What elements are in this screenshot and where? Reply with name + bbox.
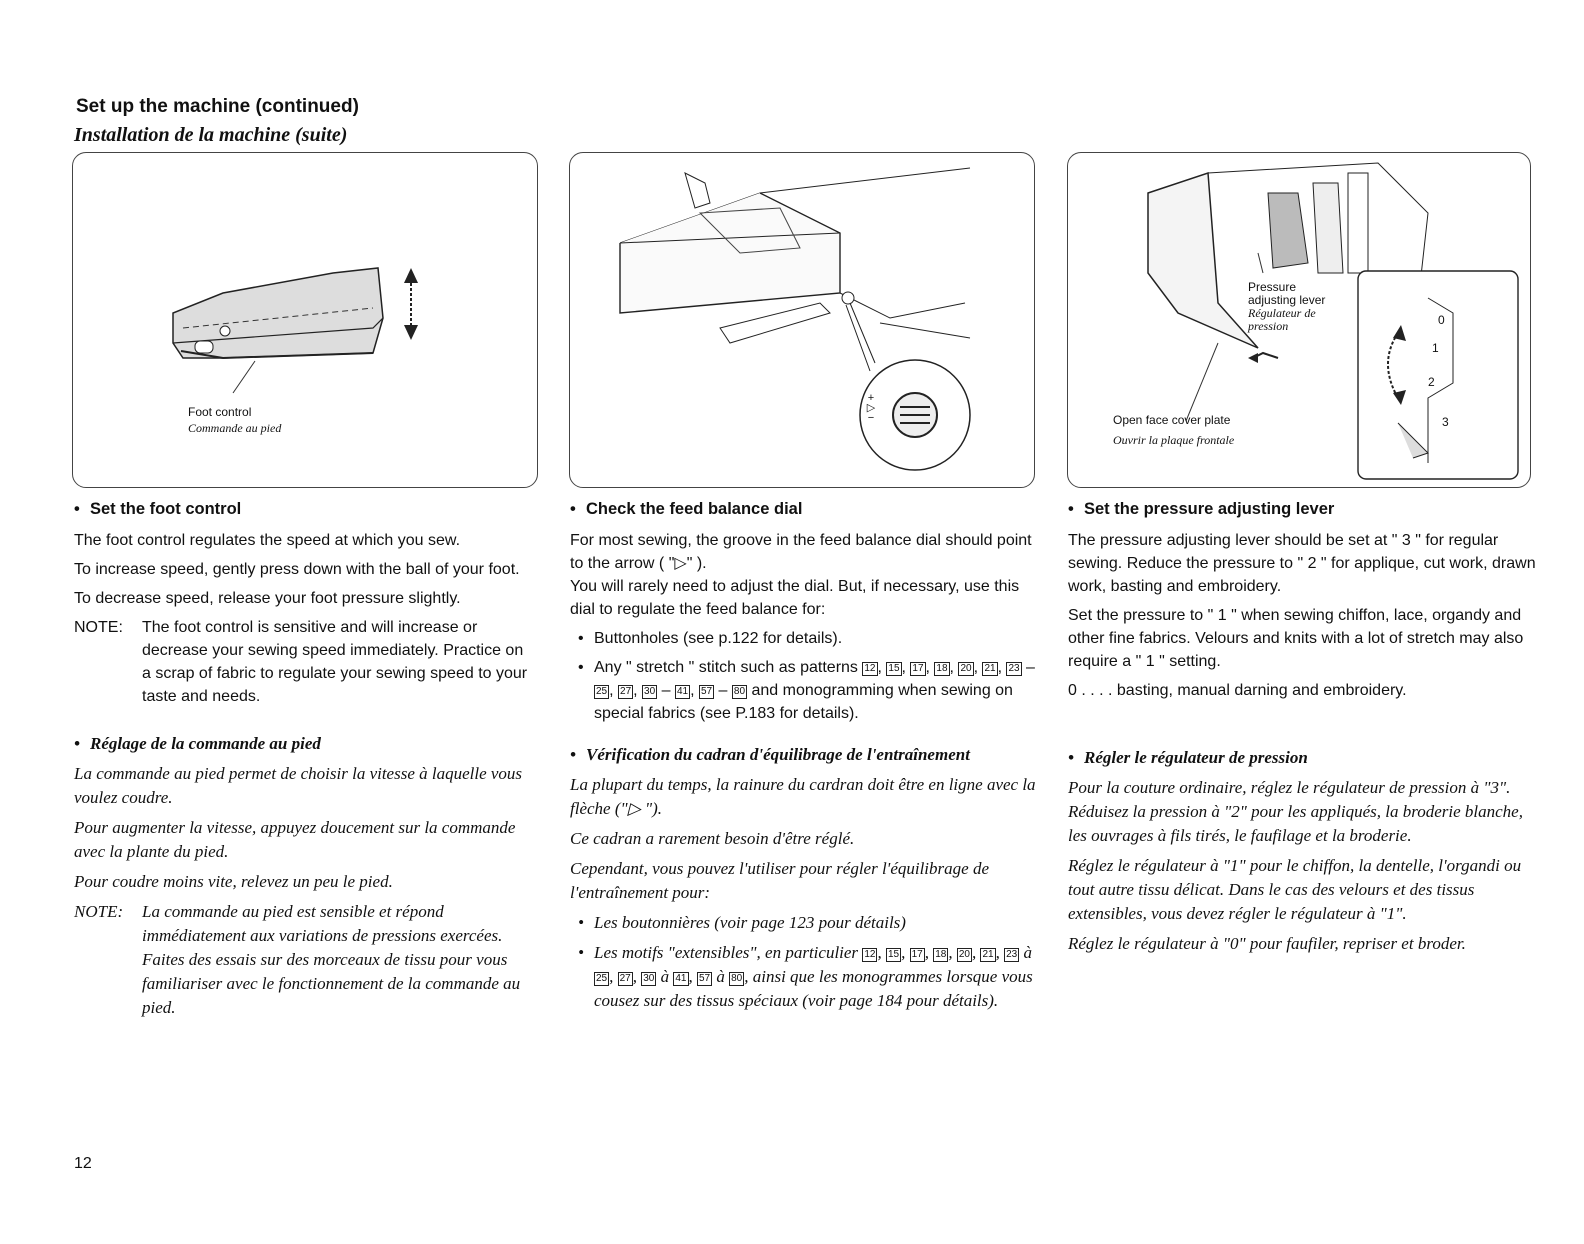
pattern-box: 12 [864,949,876,960]
scale-2: 2 [1428,375,1435,389]
paragraph: The foot control regulates the speed at which you sew. [74,532,461,549]
foot-control-label: Foot control [188,405,252,419]
pattern-box: 17 [912,663,924,674]
note [74,616,534,708]
note-label: NOTE: [74,902,124,921]
scale-3: 3 [1442,415,1449,429]
lever-label-fr-line2: pression [1248,319,1289,333]
dial-mark-arrow: ▷ [866,402,876,414]
lever-label-fr-line1: Régulateur de [1248,306,1316,320]
plate-label: Open face cover plate [1113,413,1231,427]
pattern-box: 57 [700,686,713,697]
foot-control-label-fr: Commande au pied [188,421,282,435]
note-label: NOTE: [74,619,123,636]
list-item-text: and monogramming when sewing on special fabrics (see P.183 for details). [594,682,1013,722]
page-title-fr: Installation de la machine (suite) [74,124,348,146]
pattern-box: 27 [620,686,632,697]
feed-dial-illustration [570,153,1036,489]
paragraph: La plupart du temps, la rainure du cardran doit être en ligne avec la flèche ("▷ "). [570,775,1036,818]
figure-foot-control [72,152,538,488]
feed-dial-heading-fr: Vérification du cadran d'équilibrage de l'entraînement [586,745,970,764]
pattern-box: 23 [1008,663,1020,674]
pattern-box: 20 [960,663,972,674]
pattern-box: 23 [1006,949,1018,960]
pattern-box: 18 [936,663,948,674]
pattern-box: 20 [958,949,970,960]
pattern-box: 25 [596,686,608,697]
paragraph: Cependant, vous pouvez l'utiliser pour régler l'équilibrage de l'entraînement pour: [570,859,989,902]
list-item-text: Les motifs "extensibles", en particulier [594,943,859,962]
paragraph: Ce cadran a rarement besoin d'être réglé. [570,829,855,848]
pattern-box: 15 [888,663,900,674]
list-item: • Any " stretch " stitch such as patterns 12 , 15 , 17 , 18 , 20 , 21 , 23 – 25 , 27 , 30 – 41 , 57 – 80 and monogramming when sewing on special fabrics (see P.183 for details). [570,656,1036,725]
pattern-box: 80 [731,973,743,984]
paragraph: The pressure adjusting lever should be set at " 3 " for regular sewing. Reduce the pressure to " 2 " for applique, cut work, drawn work, basting and embroidery. [1068,532,1536,595]
dial-mark-plus: + [867,392,875,404]
lever-label-line1: Pressure [1248,280,1297,294]
list-item: • Les boutonnières (voir page 123 pour détails) [570,911,1036,935]
note-fr [74,900,534,1020]
note-text: The foot control is sensitive and will increase or decrease your sewing speed immediately. Practice on a scrap of fabric to regulate your sewing speed to your taste and needs. [142,619,528,705]
paragraph: 0 . . . . basting, manual darning and embroidery. [1068,682,1407,699]
plate-label-fr: Ouvrir la plaque frontale [1113,433,1235,447]
list-item-text: ainsi que les monogrammes lorsque vous cousez sur des tissus spéciaux (voir page 184 pour détails). [594,967,1033,1010]
foot-control-heading-fr: Réglage de la commande au pied [90,734,321,753]
pattern-box: 12 [864,663,876,674]
paragraph: Pour augmenter la vitesse, appuyez doucement sur la commande avec la plante du pied. [74,818,516,861]
lever-label [1248,281,1325,333]
column-foot-control: • Set the foot control The foot control regulates the speed at which you sew. To increase speed, gently press down with the ball of your foot. To decrease speed, release your foot pressure slightly. NOTE: The foot control is sensitive and will increase or decrease your sewing speed immediately. Practice on a scrap of fabric to regulate your sewing speed to your taste and needs. • Réglage de la commande au pied La commande au pied permet de choisir la vitesse à laquelle vous voulez coudre. Pour augmenter la vitesse, appuyez doucement sur la commande avec la plante du pied. Pour coudre moins vite, relevez un peu le pied. NOTE: La commande au pied est sensible et répond immédiatement aux variations de pressions exercées. Faites des essais sur des morceaux de tissu pour vous familiariser avec le fonctionnement de la commande au pied. [74,498,534,1020]
paragraph: Pour la couture ordinaire, réglez le régulateur de pression à "3". Réduisez la pression à "2" pour les appliqués, la broderie blanche, les ouvrages à fils tirés, le faufilage et la broderie. [1068,778,1523,845]
dial-mark-minus: − [867,412,875,424]
column-feed-dial: • Check the feed balance dial For most sewing, the groove in the feed balance dial should point to the arrow ( "▷" ). You will rarely need to adjust the dial. But, if necessary, use this dial to regulate the feed balance for: • Buttonholes (see p.122 for details). • Any " stretch " stitch such as patterns 12 , 15 , 17 , 18 , 20 , 21 , 23 – 25 , 27 , 30 – 41 , 57 – 80 and monogramming when sewing on special fabrics (see P.183 for details). • Vérification du cadran d'équilibrage de l'entraînement La plupart du temps, la rainure du cardran doit être en ligne avec la flèche ("▷ "). Ce cadran a rarement besoin d'être réglé. Cependant, vous pouvez l'utiliser pour régler l'équilibrage de l'entraînement pour: • Les boutonnières (voir page 123 pour détails) • Les motifs "extensibles", en particulier 12 , 15 , 17 , 18 , 20 , 21 , 23 à 25 , 27 , 30 à 41 , 57 à 80 , ainsi que les monogrammes lorsque vous cousez sur des tissus spéciaux (voir page 184 pour détails). [570,498,1036,1019]
pattern-box: 21 [982,949,994,960]
paragraph: To increase speed, gently press down with the ball of your foot. [74,561,520,578]
paragraph: La commande au pied permet de choisir la vitesse à laquelle vous voulez coudre. [74,764,523,807]
pattern-box: 25 [596,973,608,984]
list-item: • Les motifs "extensibles", en particulier 12 , 15 , 17 , 18 , 20 , 21 , 23 à 25 , 27 , 30 à 41 , 57 à 80 , ainsi que les monogrammes lorsque vous cousez sur des tissus spéciaux (voir page 184 pour détails). [570,941,1036,1013]
pattern-box: 57 [699,973,711,984]
list-item: • Buttonholes (see p.122 for details). [570,627,1036,650]
scale-0: 0 [1438,313,1445,327]
feed-dial-heading: Check the feed balance dial [586,500,803,518]
pattern-box: 17 [911,949,923,960]
page-title: Set up the machine (continued) [76,96,359,117]
pattern-box: 30 [643,973,655,984]
paragraph: Réglez le régulateur à "1" pour le chiffon, la dentelle, l'organdi ou tout autre tissu délicat. Dans le cas des velours et des tissus extensibles, vous devez régler le régulateur à "1". [1068,856,1522,923]
paragraph: You will rarely need to adjust the dial. But, if necessary, use this dial to regulate the feed balance for: [570,578,1020,618]
lever-label-line2: adjusting lever [1248,293,1326,307]
paragraph: Set the pressure to " 1 " when sewing chiffon, lace, organdy and other fine fabrics. Velours and knits with a lot of stretch may also require a " 1 " setting. [1068,607,1524,670]
page-number: 12 [74,1155,92,1172]
pattern-box: 41 [676,686,689,697]
figure-feed-dial [569,152,1035,488]
pattern-box: 27 [619,973,631,984]
foot-control-illustration [73,153,539,489]
pressure-lever-heading-fr: Régler le régulateur de pression [1084,748,1308,767]
foot-control-heading: Set the foot control [90,500,242,518]
pattern-box: 15 [887,949,900,960]
scale-1: 1 [1432,341,1439,355]
paragraph: Pour coudre moins vite, relevez un peu le pied. [74,872,393,891]
paragraph: Réglez le régulateur à "0" pour faufiler, repriser et broder. [1068,934,1466,953]
list-item-text: Any " stretch " stitch such as patterns [594,659,858,676]
paragraph: To decrease speed, release your foot pressure slightly. [74,590,461,607]
pattern-box: 41 [675,973,687,984]
pattern-box: 18 [935,949,947,960]
figure-pressure-lever [1067,152,1531,488]
pattern-box: 80 [733,686,746,697]
pattern-box: 21 [984,663,996,674]
note-text: La commande au pied est sensible et répond immédiatement aux variations de pressions exercées. Faites des essais sur des morceaux de tissu pour vous familiariser avec le fonctionnement de la commande au pied. [142,902,521,1017]
pattern-box: 30 [644,686,656,697]
column-pressure-lever: • Set the pressure adjusting lever The pressure adjusting lever should be set at " 3 " for regular sewing. Reduce the pressure to " 2 " for applique, cut work, drawn work, basting and embroidery. Set the pressure to " 1 " when sewing chiffon, lace, organdy and other fine fabrics. Velours and knits with a lot of stretch may also require a " 1 " setting. 0 . . . . basting, manual darning and embroidery. • Régler le régulateur de pression Pour la couture ordinaire, réglez le régulateur de pression à "3". Réduisez la pression à "2" pour les appliqués, la broderie blanche, les ouvrages à fils tirés, le faufilage et la broderie. Réglez le régulateur à "1" pour le chiffon, la dentelle, l'organdi ou tout autre tissu délicat. Dans le cas des velours et des tissus extensibles, vous devez régler le régulateur à "1". Réglez le régulateur à "0" pour faufiler, repriser et broder. [1068,498,1536,962]
pressure-lever-heading: Set the pressure adjusting lever [1084,500,1335,518]
paragraph: For most sewing, the groove in the feed balance dial should point to the arrow ( "▷" ). [570,532,1032,572]
dial-marks [866,393,876,423]
